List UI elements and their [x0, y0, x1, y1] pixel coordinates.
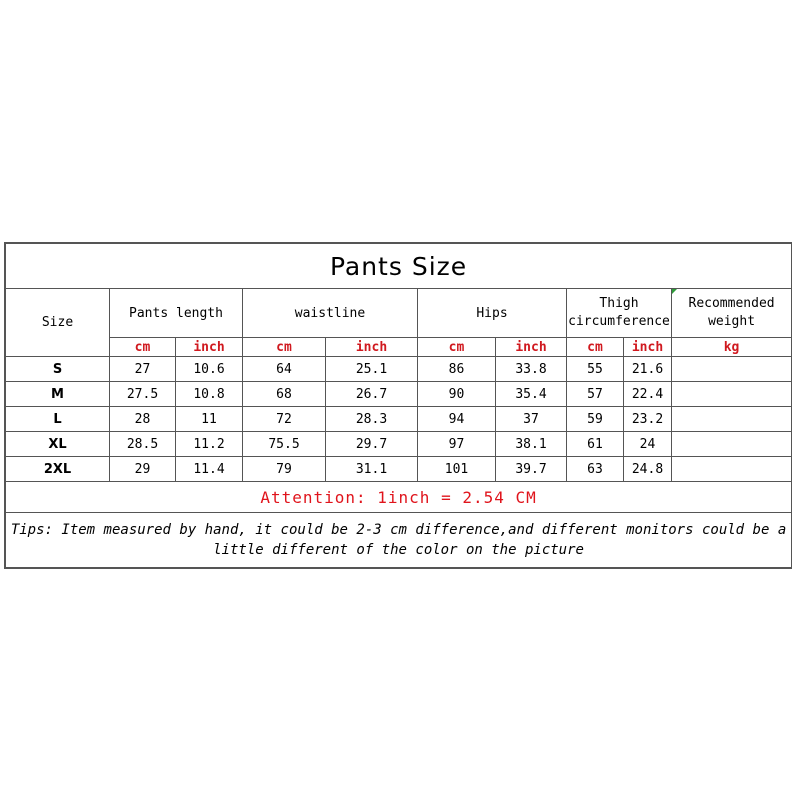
attention-note: Attention: 1inch = 2.54 CM	[6, 482, 792, 513]
table-row	[6, 357, 792, 382]
hips-inch-cell: 37	[496, 407, 567, 432]
unit-row	[6, 338, 792, 357]
pants-length-inch-cell: 11.4	[176, 457, 243, 482]
waistline-inch-cell: 31.1	[326, 457, 418, 482]
size-cell: S	[6, 357, 110, 382]
pants-length-cm-cell: 28	[110, 407, 176, 432]
unit-weight-kg: kg	[672, 338, 792, 357]
hips-cm-cell: 97	[418, 432, 496, 457]
waistline-cm-cell: 68	[243, 382, 326, 407]
unit-hips-cm: cm	[418, 338, 496, 357]
size-table	[5, 243, 792, 568]
thigh-header	[567, 289, 672, 338]
thigh-inch-cell: 22.4	[624, 382, 672, 407]
hips-inch-cell: 33.8	[496, 357, 567, 382]
pants-length-cm-cell: 27.5	[110, 382, 176, 407]
waistline-inch-cell: 26.7	[326, 382, 418, 407]
unit-waistline-cm: cm	[243, 338, 326, 357]
recommended-header-line1: Recommended	[688, 296, 775, 311]
thigh-inch-cell: 24.8	[624, 457, 672, 482]
waistline-cm-cell: 79	[243, 457, 326, 482]
thigh-inch-cell: 24	[624, 432, 672, 457]
waistline-inch-cell: 28.3	[326, 407, 418, 432]
pants-length-inch-cell: 10.8	[176, 382, 243, 407]
pants-length-cm-cell: 27	[110, 357, 176, 382]
thigh-inch-cell: 23.2	[624, 407, 672, 432]
pants-length-header: Pants length	[110, 289, 243, 338]
size-cell: L	[6, 407, 110, 432]
chart-title: Pants Size	[6, 244, 792, 289]
hips-cm-cell: 90	[418, 382, 496, 407]
table-row	[6, 382, 792, 407]
weight-cell	[672, 382, 792, 407]
thigh-cm-cell: 59	[567, 407, 624, 432]
hips-inch-cell: 38.1	[496, 432, 567, 457]
pants-length-cm-cell: 29	[110, 457, 176, 482]
recommended-weight-header	[672, 289, 792, 338]
waistline-cm-cell: 72	[243, 407, 326, 432]
recommended-header-line2: weight	[708, 314, 756, 329]
thigh-cm-cell: 55	[567, 357, 624, 382]
weight-cell	[672, 432, 792, 457]
waistline-header: waistline	[243, 289, 418, 338]
header-row	[6, 289, 792, 338]
unit-waistline-inch: inch	[326, 338, 418, 357]
unit-thigh-cm: cm	[567, 338, 624, 357]
thigh-cm-cell: 57	[567, 382, 624, 407]
size-cell: M	[6, 382, 110, 407]
waistline-inch-cell: 29.7	[326, 432, 418, 457]
size-cell: XL	[6, 432, 110, 457]
size-cell: 2XL	[6, 457, 110, 482]
unit-thigh-inch: inch	[624, 338, 672, 357]
table-row	[6, 457, 792, 482]
unit-pants-length-cm: cm	[110, 338, 176, 357]
weight-cell	[672, 357, 792, 382]
waistline-inch-cell: 25.1	[326, 357, 418, 382]
hips-cm-cell: 101	[418, 457, 496, 482]
hips-cm-cell: 94	[418, 407, 496, 432]
hips-cm-cell: 86	[418, 357, 496, 382]
hips-inch-cell: 35.4	[496, 382, 567, 407]
unit-hips-inch: inch	[496, 338, 567, 357]
pants-length-inch-cell: 10.6	[176, 357, 243, 382]
size-header: Size	[6, 289, 110, 357]
pants-length-cm-cell: 28.5	[110, 432, 176, 457]
table-row	[6, 407, 792, 432]
weight-cell	[672, 457, 792, 482]
unit-pants-length-inch: inch	[176, 338, 243, 357]
thigh-header-line1: Thigh	[599, 296, 639, 311]
thigh-inch-cell: 21.6	[624, 357, 672, 382]
hips-header: Hips	[418, 289, 567, 338]
tips-note: Tips: Item measured by hand, it could be 2-3 cm difference,and different monitors could be a little different of the color on the picture	[6, 513, 792, 568]
pants-length-inch-cell: 11	[176, 407, 243, 432]
waistline-cm-cell: 75.5	[243, 432, 326, 457]
thigh-cm-cell: 61	[567, 432, 624, 457]
thigh-header-line2: circumference	[568, 314, 670, 329]
waistline-cm-cell: 64	[243, 357, 326, 382]
table-row	[6, 432, 792, 457]
weight-cell	[672, 407, 792, 432]
thigh-cm-cell: 63	[567, 457, 624, 482]
size-chart	[4, 242, 792, 569]
hips-inch-cell: 39.7	[496, 457, 567, 482]
pants-length-inch-cell: 11.2	[176, 432, 243, 457]
